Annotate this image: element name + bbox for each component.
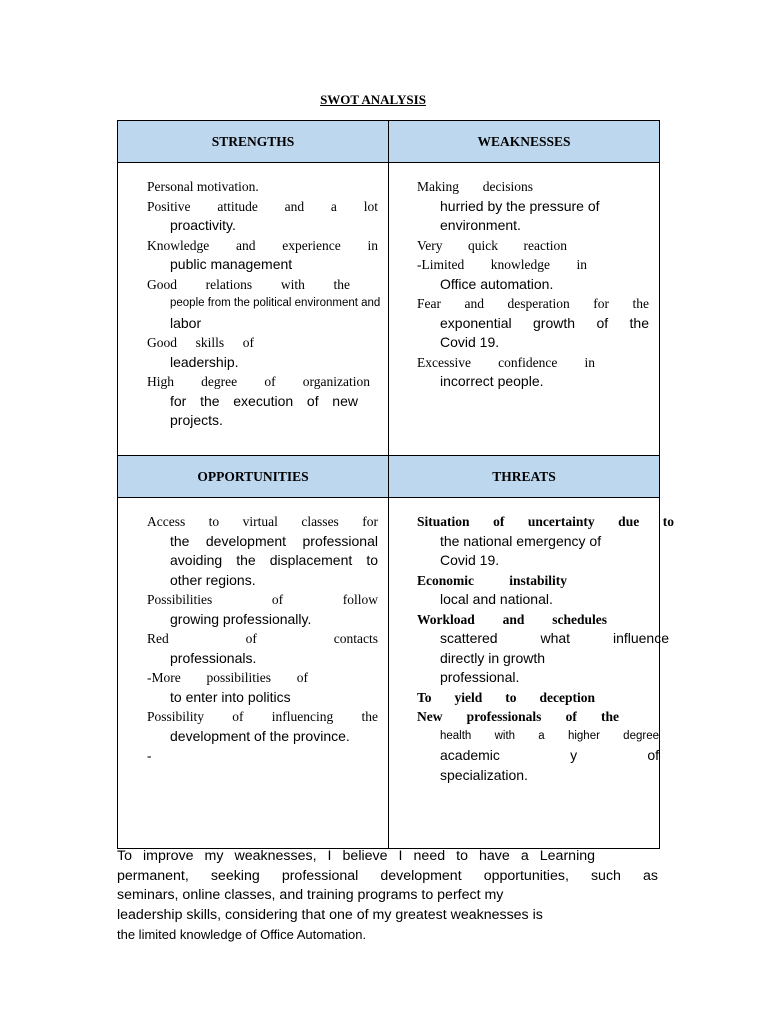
item-continuation: professional. <box>440 669 520 685</box>
item-lead: New professionals of the <box>417 709 619 724</box>
conclusion-paragraph <box>117 847 658 945</box>
item-continuation: to enter into politics <box>170 688 291 705</box>
item-continuation: projects. <box>170 412 223 428</box>
item-continuation: hurried by the pressure of <box>440 197 600 214</box>
strength-item <box>147 197 378 236</box>
item-continuation: people from the political environment and <box>170 297 381 309</box>
weakness-item <box>417 236 649 256</box>
opportunity-item <box>147 707 378 746</box>
item-lead: Red of contacts <box>147 631 378 646</box>
item-continuation: environment. <box>440 217 521 233</box>
item-lead: To yield to deception <box>417 689 595 705</box>
strength-item <box>147 236 378 275</box>
item-lead: Positive attitude and a lot <box>147 198 378 214</box>
threat-item <box>417 610 669 688</box>
item-continuation: specialization. <box>440 766 528 783</box>
threat-item <box>417 688 659 708</box>
strength-item <box>147 177 378 197</box>
item-continuation: scattered what influence <box>440 630 669 646</box>
item-continuation: proactivity. <box>170 217 236 233</box>
item-continuation: the development professional <box>170 532 378 549</box>
item-continuation: avoiding the displacement to <box>170 552 378 568</box>
threat-item <box>417 512 674 571</box>
item-lead: Knowledge and experience in <box>147 237 378 253</box>
title-text: SWOT ANALYSIS <box>320 92 426 107</box>
item-lead: Making decisions <box>417 179 533 194</box>
item-lead: Situation of uncertainty due to <box>417 514 674 529</box>
item-continuation: health with a higher degree <box>440 729 659 742</box>
conclusion-line: leadership skills, considering that one of my greatest weaknesses is <box>117 906 543 923</box>
weakness-item <box>417 353 649 392</box>
item-continuation: labor <box>170 314 202 331</box>
item-lead: Economic instability <box>417 572 567 588</box>
item-continuation: growing professionally. <box>170 610 312 627</box>
strength-item <box>147 275 381 334</box>
weaknesses-list <box>417 177 649 392</box>
threat-item <box>417 571 659 610</box>
threat-item <box>417 707 659 785</box>
item-continuation: directly in growth <box>440 649 546 666</box>
item-lead: - <box>147 748 152 763</box>
item-continuation: professionals. <box>170 649 257 666</box>
item-continuation: leadership. <box>170 353 239 370</box>
opportunities-header: OPPORTUNITIES <box>118 456 389 498</box>
opportunity-item <box>147 512 378 590</box>
opportunities-list <box>147 512 378 766</box>
item-continuation: other regions. <box>170 571 256 588</box>
item-continuation: Office automation. <box>440 275 554 292</box>
strengths-list <box>147 177 381 431</box>
item-lead: Workload and schedules <box>417 611 607 627</box>
opportunity-item <box>147 629 378 668</box>
conclusion-line: permanent, seeking professional development opportunities, such as <box>117 867 658 884</box>
item-lead: Good skills of <box>147 335 254 350</box>
item-continuation: incorrect people. <box>440 373 544 389</box>
threats-cell <box>389 498 674 849</box>
document-title <box>0 92 768 108</box>
swot-table <box>117 120 674 849</box>
header-row-top <box>118 121 660 163</box>
item-lead: Very quick reaction <box>417 237 567 253</box>
item-continuation: public management <box>170 256 293 272</box>
conclusion-line: seminars, online classes, and training programs to perfect my <box>117 887 504 903</box>
item-continuation: development of the province. <box>170 727 350 744</box>
threats-header: THREATS <box>389 456 660 498</box>
header-row-bottom <box>118 456 660 498</box>
opportunity-item <box>147 746 378 766</box>
weaknesses-header: WEAKNESSES <box>389 121 660 163</box>
content-row-top <box>118 163 660 456</box>
item-lead: -Limited knowledge in <box>417 257 587 272</box>
strength-item <box>147 333 378 372</box>
item-continuation: Covid 19. <box>440 552 500 568</box>
weakness-item <box>417 294 649 353</box>
strength-item <box>147 372 378 431</box>
item-lead: Fear and desperation for the <box>417 296 649 311</box>
item-continuation: exponential growth of the <box>440 314 649 331</box>
weaknesses-cell <box>389 163 660 456</box>
threats-list <box>417 512 674 785</box>
opportunities-cell <box>118 498 389 849</box>
item-lead: High degree of organization <box>147 374 370 389</box>
item-continuation: local and national. <box>440 591 553 607</box>
opportunity-item <box>147 590 378 629</box>
conclusion-line: the limited knowledge of Office Automation. <box>117 927 367 942</box>
content-row-bottom <box>118 498 660 849</box>
item-continuation: for the execution of new <box>170 392 358 409</box>
item-lead: Possibility of influencing the <box>147 709 378 724</box>
item-lead: Excessive confidence in <box>417 354 595 370</box>
item-lead: Personal motivation. <box>147 179 259 194</box>
item-lead: Good relations with the <box>147 276 350 292</box>
weakness-item <box>417 177 649 236</box>
strengths-header: STRENGTHS <box>118 121 389 163</box>
conclusion-line: To improve my weaknesses, I believe I need to have a Learning <box>117 848 595 864</box>
item-continuation: Covid 19. <box>440 334 500 350</box>
item-continuation: academic y of <box>440 747 659 763</box>
item-lead: Possibilities of follow <box>147 592 378 607</box>
strengths-cell <box>118 163 389 456</box>
item-continuation: the national emergency of <box>440 532 602 549</box>
item-lead: Access to virtual classes for <box>147 514 378 529</box>
weakness-item <box>417 255 649 294</box>
opportunity-item <box>147 668 378 707</box>
item-lead: -More possibilities of <box>147 670 308 685</box>
